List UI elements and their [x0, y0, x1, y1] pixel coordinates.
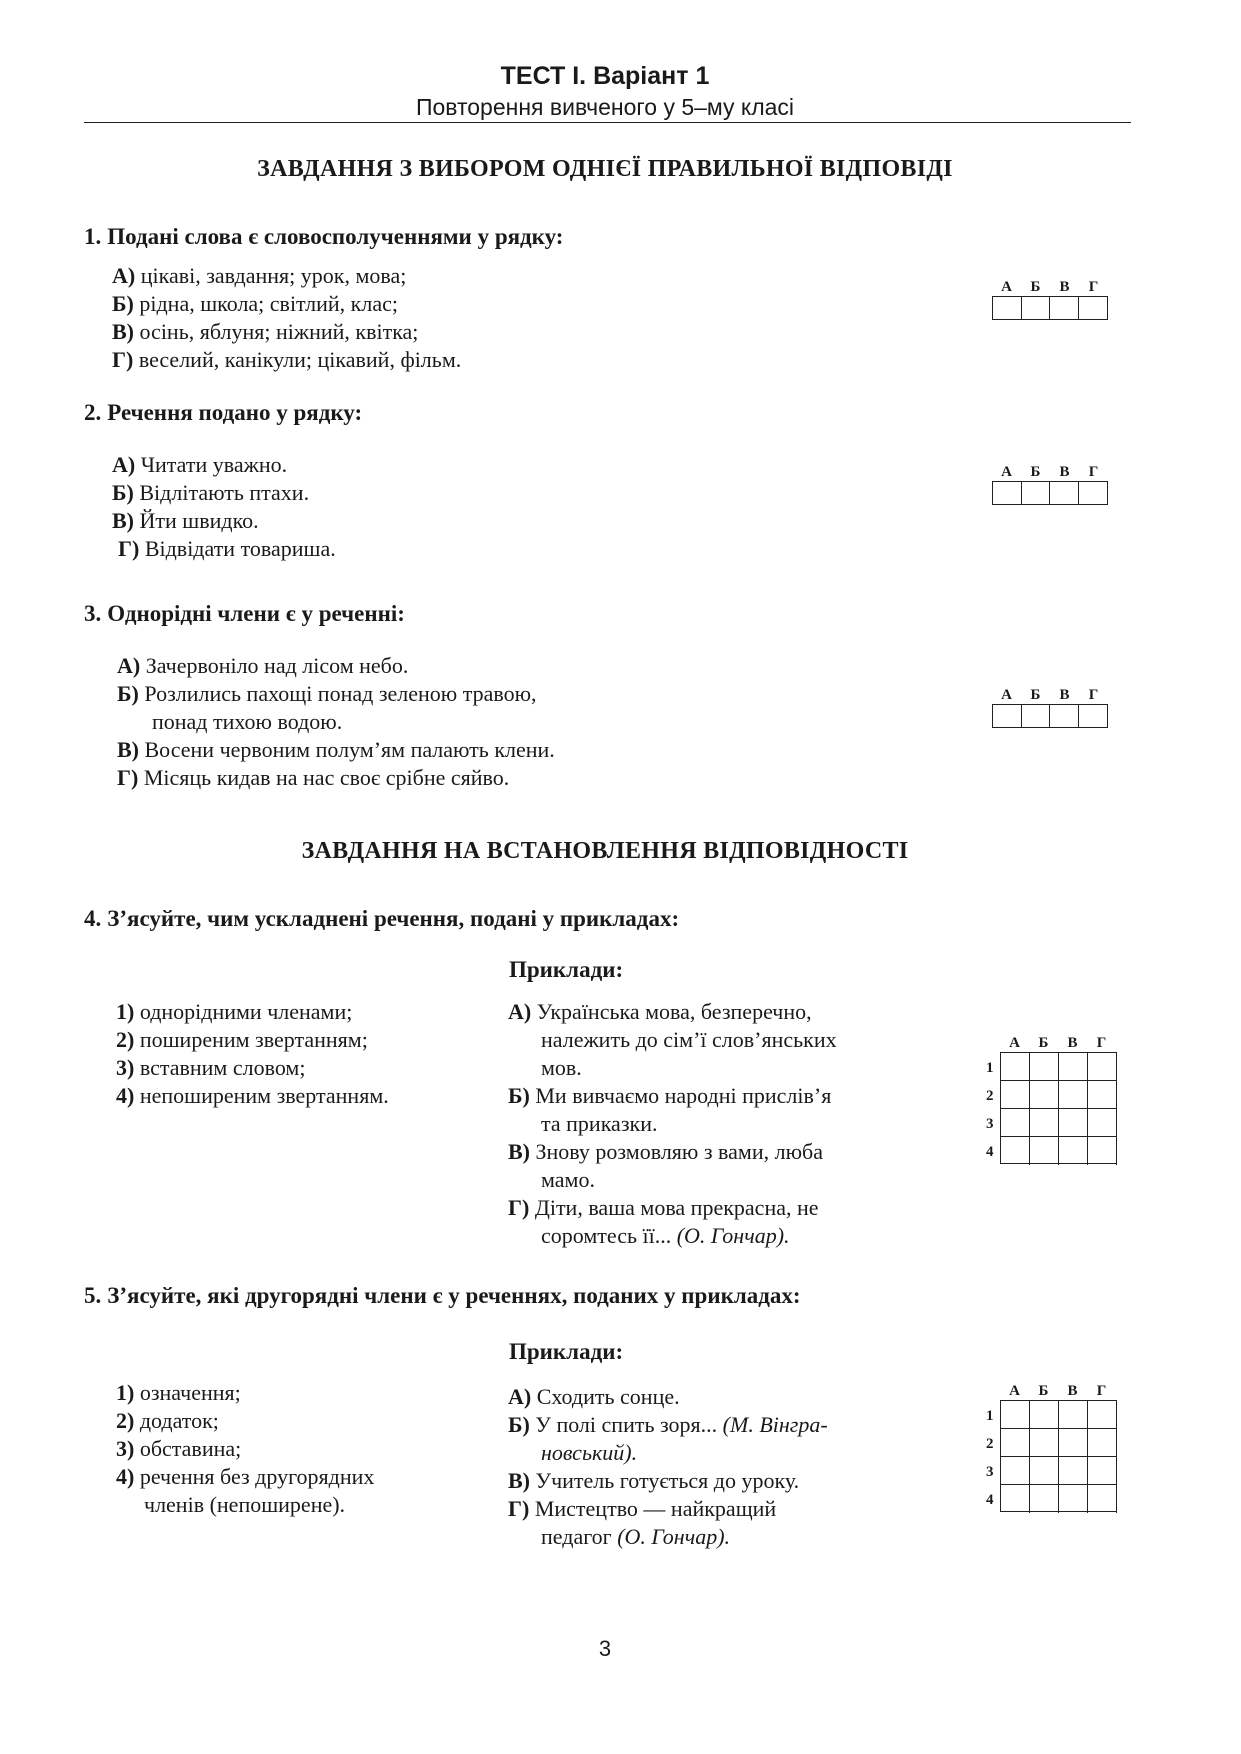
answer-cell-b[interactable] — [1022, 482, 1051, 504]
section-title-matching: ЗАВДАННЯ НА ВСТАНОВЛЕННЯ ВІДПОВІДНОСТІ — [301, 838, 909, 864]
answer-cell-d[interactable] — [1079, 297, 1107, 319]
question-4-left-list — [116, 998, 389, 1110]
answer-cell-c[interactable] — [1050, 297, 1079, 319]
answer-cell[interactable] — [1001, 1081, 1030, 1109]
answer-grid-header: А Б В Г — [1001, 464, 1099, 480]
row-number: 3 — [986, 1464, 994, 1480]
question-1-options — [112, 262, 461, 374]
question-5-title — [84, 1283, 801, 1309]
source-citation: (О. Гончар). — [617, 1524, 731, 1549]
example-d-line: педагог (О. Гончар). — [541, 1524, 731, 1549]
row-number: 3 — [986, 1116, 994, 1132]
answer-cell[interactable] — [1030, 1485, 1059, 1513]
list-item: 2) поширеним звертанням; — [116, 1027, 368, 1052]
answer-cell[interactable] — [1059, 1401, 1088, 1429]
answer-cell[interactable] — [1059, 1485, 1088, 1513]
header-divider — [84, 122, 1131, 123]
page-number: 3 — [598, 1636, 612, 1661]
answer-grid-q3 — [992, 686, 1108, 728]
question-number: 5. — [84, 1283, 102, 1308]
answer-cell-a[interactable] — [993, 705, 1022, 727]
question-number: 2. — [84, 400, 102, 425]
question-2-options — [112, 451, 336, 563]
list-item: 3) вставним словом; — [116, 1055, 306, 1080]
row-number: 1 — [986, 1408, 994, 1424]
answer-matrix-q5 — [986, 1382, 1117, 1512]
answer-cell-b[interactable] — [1022, 705, 1051, 727]
question-text: З’ясуйте, які другорядні члени є у реченнях, поданих у прикладах: — [107, 1283, 801, 1308]
answer-matrix-q4 — [986, 1034, 1117, 1164]
answer-cell[interactable] — [1088, 1053, 1117, 1081]
answer-cell[interactable] — [1030, 1053, 1059, 1081]
row-number: 2 — [986, 1436, 994, 1452]
list-item: 1) означення; — [116, 1380, 241, 1405]
answer-cell[interactable] — [1088, 1429, 1117, 1457]
example-a-line: належить до сім’ї слов’янських — [541, 1027, 837, 1052]
answer-cell[interactable] — [1030, 1081, 1059, 1109]
test-title: ТЕСТ І. Варіант 1 — [500, 62, 710, 90]
answer-cell[interactable] — [1088, 1401, 1117, 1429]
option-d: Г) веселий, канікули; цікавий, фільм. — [112, 347, 462, 372]
answer-cell[interactable] — [1030, 1457, 1059, 1485]
list-item: 4) речення без другорядних — [116, 1464, 375, 1489]
answer-cell[interactable] — [1001, 1429, 1030, 1457]
answer-grid-header: А Б В Г — [1001, 687, 1099, 703]
answer-cell-d[interactable] — [1079, 482, 1107, 504]
option-b: Б) Розлились пахощі понад зеленою травою, — [117, 681, 537, 706]
example-b: Б) У полі спить зоря... (М. Вінгра- — [508, 1412, 828, 1437]
example-c: В) Знову розмовляю з вами, люба — [508, 1139, 823, 1164]
row-number: 4 — [986, 1492, 994, 1508]
option-b: Б) рідна, школа; світлий, клас; — [112, 291, 398, 316]
answer-cell[interactable] — [1030, 1137, 1059, 1165]
example-c-line: мамо. — [541, 1167, 595, 1192]
answer-cell-a[interactable] — [993, 482, 1022, 504]
answer-cell-c[interactable] — [1050, 482, 1079, 504]
examples-heading: Приклади: — [509, 1339, 624, 1364]
question-text: Подані слова є словосполученнями у рядку: — [107, 224, 564, 249]
answer-grid-header: А Б В Г — [1009, 1035, 1107, 1051]
answer-cell[interactable] — [1001, 1053, 1030, 1081]
list-item: 1) однорідними членами; — [116, 999, 353, 1024]
question-5-examples — [508, 1383, 828, 1551]
example-a: А) Сходить сонце. — [508, 1384, 680, 1409]
question-number: 1. — [84, 224, 102, 249]
list-item: 4) непоширеним звертанням. — [116, 1083, 389, 1108]
answer-cell[interactable] — [1059, 1137, 1088, 1165]
answer-cell[interactable] — [1001, 1485, 1030, 1513]
question-number: 3. — [84, 601, 102, 626]
answer-cell[interactable] — [1059, 1053, 1088, 1081]
answer-cell[interactable] — [1030, 1429, 1059, 1457]
answer-cell-c[interactable] — [1050, 705, 1079, 727]
list-item: 2) додаток; — [116, 1408, 219, 1433]
answer-cell[interactable] — [1088, 1457, 1117, 1485]
source-citation: (М. Вінгра- — [722, 1412, 828, 1437]
answer-cell[interactable] — [1059, 1109, 1088, 1137]
option-c: В) Йти швидко. — [112, 508, 259, 533]
answer-cell[interactable] — [1088, 1485, 1117, 1513]
answer-cell[interactable] — [1059, 1081, 1088, 1109]
option-a: А) Читати уважно. — [112, 452, 288, 477]
option-b-continuation: понад тихою водою. — [152, 709, 343, 734]
list-item-continuation: членів (непоширене). — [144, 1492, 346, 1517]
question-3-title — [84, 601, 405, 627]
example-d: Г) Мистецтво — найкращий — [508, 1496, 777, 1521]
answer-cell[interactable] — [1030, 1109, 1059, 1137]
answer-cell[interactable] — [1059, 1429, 1088, 1457]
row-number: 4 — [986, 1144, 994, 1160]
answer-grid-q2 — [992, 463, 1108, 505]
question-2-title — [84, 400, 362, 426]
example-d: Г) Діти, ваша мова прекрасна, не — [508, 1195, 819, 1220]
option-a: А) Зачервоніло над лісом небо. — [117, 653, 409, 678]
answer-cell-a[interactable] — [993, 297, 1022, 319]
answer-cell[interactable] — [1001, 1109, 1030, 1137]
option-b: Б) Відлітають птахи. — [112, 480, 310, 505]
question-4-title — [84, 906, 679, 932]
source-citation: (О. Гончар). — [676, 1223, 790, 1248]
answer-cell-b[interactable] — [1022, 297, 1051, 319]
row-number: 2 — [986, 1088, 994, 1104]
example-b: Б) Ми вивчаємо народні прислів’я — [508, 1083, 832, 1108]
option-a: А) цікаві, завдання; урок, мова; — [112, 263, 407, 288]
question-3-options — [117, 652, 555, 792]
test-subtitle: Повторення вивченого у 5–му класі — [415, 94, 795, 120]
answer-grid-header: А Б В Г — [1009, 1383, 1107, 1399]
examples-heading: Приклади: — [509, 957, 624, 982]
answer-cell[interactable] — [1088, 1081, 1117, 1109]
question-5-left-list — [116, 1379, 374, 1519]
example-d-line: соромтесь її... (О. Гончар). — [541, 1223, 790, 1248]
example-c: В) Учитель готується до уроку. — [508, 1468, 800, 1493]
section-title-single-choice: ЗАВДАННЯ З ВИБОРОМ ОДНІЄЇ ПРАВИЛЬНОЇ ВІДПОВІДІ — [257, 156, 953, 182]
answer-cell[interactable] — [1088, 1137, 1117, 1165]
option-d: Г) Місяць кидав на нас своє срібне сяйво. — [117, 765, 510, 790]
answer-grid-q1 — [992, 278, 1108, 320]
answer-cell[interactable] — [1030, 1401, 1059, 1429]
example-a: А) Українська мова, безперечно, — [508, 999, 812, 1024]
question-text: Однорідні члени є у реченні: — [107, 601, 405, 626]
list-item: 3) обставина; — [116, 1436, 242, 1461]
question-text: З’ясуйте, чим ускладнені речення, подані у прикладах: — [107, 906, 680, 931]
example-a-line: мов. — [541, 1055, 582, 1080]
row-number: 1 — [986, 1060, 994, 1076]
option-c: В) Восени червоним полум’ям палають клени. — [117, 737, 555, 762]
source-citation: новський). — [541, 1440, 638, 1465]
answer-cell[interactable] — [1001, 1401, 1030, 1429]
question-1-title — [84, 224, 563, 250]
example-b-line: та приказки. — [541, 1111, 658, 1136]
question-4-examples — [508, 998, 837, 1250]
option-c: В) осінь, яблуня; ніжний, квітка; — [112, 319, 419, 344]
question-number: 4. — [84, 906, 102, 931]
answer-cell[interactable] — [1001, 1137, 1030, 1165]
answer-cell[interactable] — [1001, 1457, 1030, 1485]
answer-grid-header: А Б В Г — [1001, 279, 1099, 295]
option-d: Г) Відвідати товариша. — [118, 536, 336, 561]
question-text: Речення подано у рядку: — [107, 400, 363, 425]
answer-cell[interactable] — [1059, 1457, 1088, 1485]
answer-cell-d[interactable] — [1079, 705, 1107, 727]
answer-cell[interactable] — [1088, 1109, 1117, 1137]
